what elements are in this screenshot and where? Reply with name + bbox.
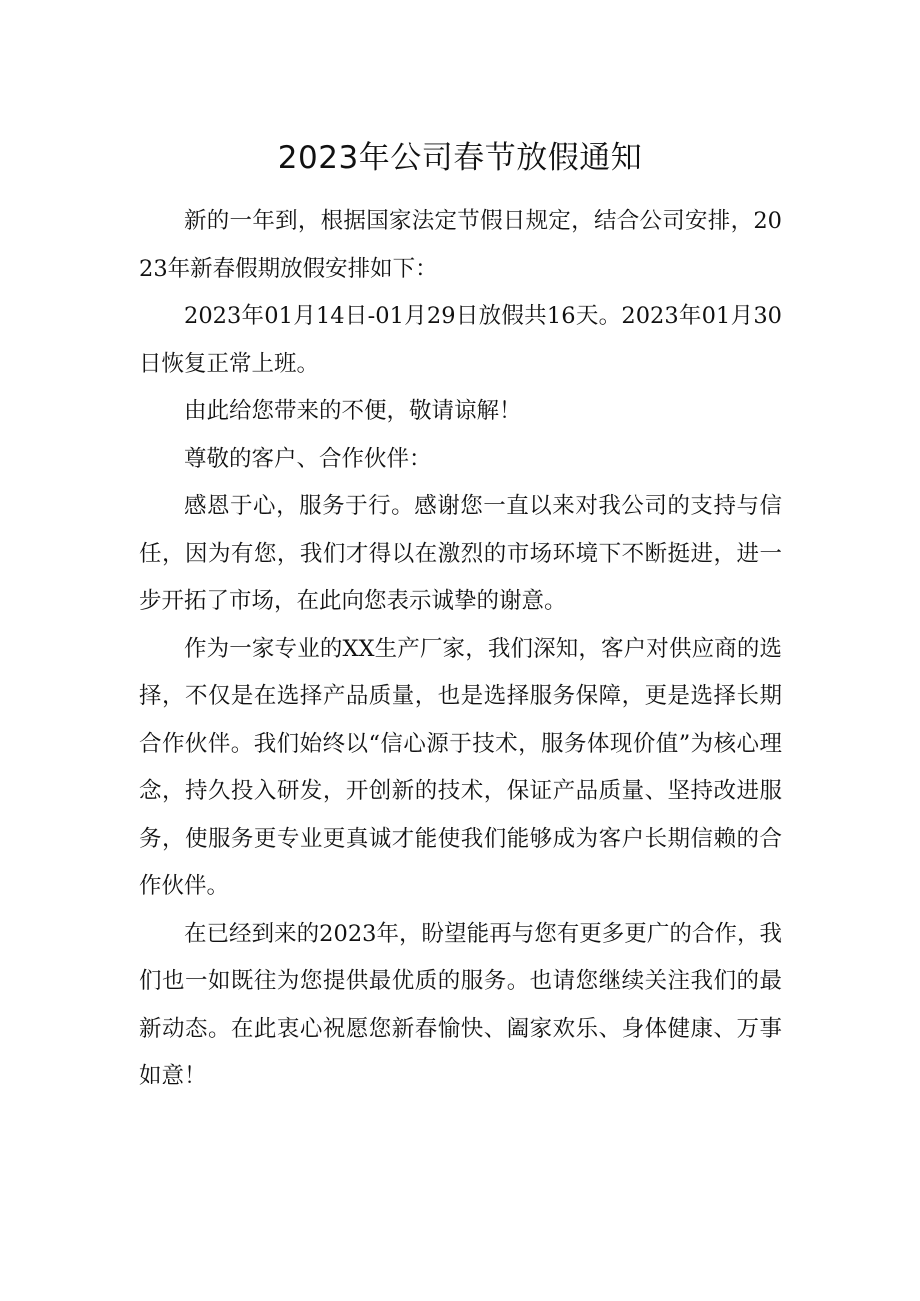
- paragraph-apology: 由此给您带来的不便，敬请谅解！: [184, 398, 522, 424]
- document-body: [139, 198, 782, 1101]
- paragraph-company-philosophy: 作为一家专业的XX生产厂家，我们深知，客户对供应商的选择，不仅是在选择产品质量，也是选择服务保障，更是选择长期合作伙伴。我们始终以“信心源于技术，服务体现价值”为核心理念，持久投入研发，开创新的技术，保证产品质量、坚持改进服务，使服务更专业更真诚才能使我们能够成为客户长期信赖的合作伙伴。: [139, 635, 782, 899]
- paragraph-gratitude: 感恩于心，服务于行。感谢您一直以来对我公司的支持与信任，因为有您，我们才得以在激烈的市场环境下不断挺进，进一步开拓了市场，在此向您表示诚挚的谢意。: [139, 493, 782, 614]
- paragraph-salutation: 尊敬的客户、合作伙伴：: [184, 445, 432, 472]
- document-title: 2023年公司春节放假通知: [277, 140, 643, 176]
- paragraph-intro: 新的一年到，根据国家法定节假日规定，结合公司安排，2023年新春假期放假安排如下：: [139, 208, 782, 282]
- paragraph-new-year-wishes: 在已经到来的2023年，盼望能再与您有更多更广的合作，我们也一如既往为您提供最优质的服务。也请您继续关注我们的最新动态。在此衷心祝愿您新春愉快、阖家欢乐、身体健康、万事如意！: [139, 920, 782, 1089]
- paragraph-holiday-dates: 2023年01月14日-01月29日放假共16天。2023年01月30日恢复正常上班。: [139, 303, 782, 377]
